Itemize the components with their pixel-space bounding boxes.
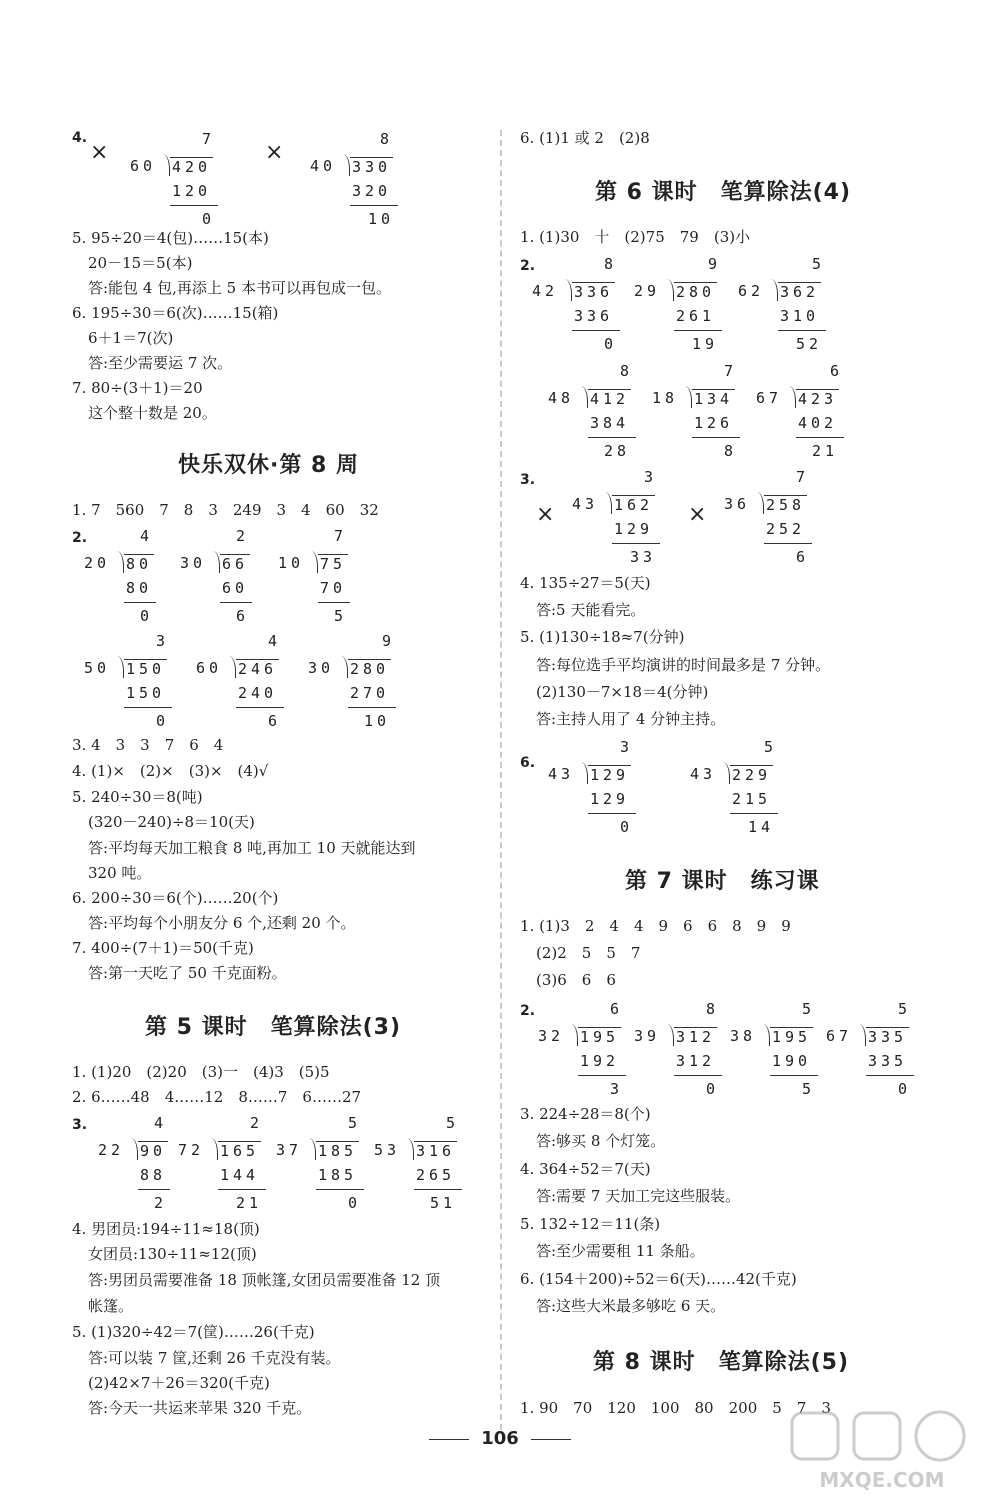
column-divider (500, 130, 502, 1430)
long-division (634, 255, 754, 353)
divisor: 39 (634, 1027, 661, 1045)
section-heading: 第 7 课时 练习课 (625, 869, 820, 894)
page-number: 106 (481, 1428, 519, 1449)
remainder: 0 (202, 210, 216, 228)
product: 252 (766, 520, 806, 538)
answer-line: 答:今天一共运来苹果 320 千克。 (88, 1399, 312, 1417)
divisor: 48 (548, 389, 575, 407)
remainder: 0 (620, 818, 634, 836)
product: 129 (614, 520, 654, 538)
answer-line: 3. 4 3 3 7 6 4 (72, 736, 224, 754)
remainder: 3 (610, 1080, 624, 1098)
question-label: 6. (520, 755, 536, 771)
dividend: 423 (798, 390, 838, 408)
divisor: 43 (690, 765, 717, 783)
divisor: 50 (84, 659, 111, 677)
divisor: 43 (548, 765, 575, 783)
answer-line: 这个整十数是 20。 (88, 404, 217, 422)
quotient: 2 (250, 1114, 264, 1132)
remainder: 6 (236, 607, 250, 625)
answer-line: 答:主持人用了 4 分钟主持。 (536, 710, 726, 728)
quotient: 3 (644, 468, 658, 486)
answer-line: 6＋1＝7(次) (88, 329, 174, 347)
remainder: 33 (630, 548, 657, 566)
long-division (572, 468, 692, 566)
dividend: 66 (222, 555, 249, 573)
answer-line: (320－240)÷8＝10(天) (88, 813, 255, 831)
answer-line: 6. (1)1 或 2 (2)8 (520, 129, 650, 147)
answer-line: 6. 200÷30＝6(个)……20(个) (72, 889, 279, 907)
product: 144 (220, 1166, 260, 1184)
wrong-mark: × (90, 140, 109, 165)
long-division (278, 527, 398, 625)
dividend: 246 (238, 660, 278, 678)
remainder: 2 (154, 1194, 168, 1212)
product: 310 (780, 307, 820, 325)
long-division (548, 362, 668, 460)
answer-line: (2)2 5 5 7 (536, 944, 641, 962)
remainder: 0 (604, 335, 618, 353)
long-division (84, 632, 204, 730)
quotient: 8 (604, 255, 618, 273)
product: 126 (694, 414, 734, 432)
answer-line: 答:至少需要租 11 条船。 (536, 1242, 705, 1260)
remainder: 0 (140, 607, 154, 625)
product: 402 (798, 414, 838, 432)
product: 129 (590, 790, 630, 808)
answer-line: (2)42×7＋26＝320(千克) (88, 1374, 270, 1392)
answer-line: 4. 男团员:194÷11≈18(顶) (72, 1220, 260, 1238)
quotient: 7 (202, 130, 216, 148)
dividend: 165 (220, 1142, 260, 1160)
quotient: 5 (446, 1114, 460, 1132)
answer-line: 5. 240÷30＝8(吨) (72, 788, 203, 806)
wrong-mark: × (265, 140, 284, 165)
divisor: 72 (178, 1141, 205, 1159)
divisor: 36 (724, 495, 751, 513)
remainder: 0 (348, 1194, 362, 1212)
answer-line: 答:需要 7 天加工完这些服装。 (536, 1187, 741, 1205)
section-heading: 第 6 课时 笔算除法(4) (595, 180, 852, 205)
answer-line: 答:能包 4 包,再添上 5 本书可以再包成一包。 (88, 279, 391, 297)
question-label: 2. (72, 530, 88, 546)
answer-line: 答:每位选手平均演讲的时间最多是 7 分钟。 (536, 656, 831, 674)
dividend: 129 (590, 766, 630, 784)
question-label: 2. (520, 258, 536, 274)
remainder: 10 (364, 712, 391, 730)
divisor: 60 (196, 659, 223, 677)
footer-dash (429, 1439, 469, 1440)
divisor: 67 (756, 389, 783, 407)
long-division (826, 1000, 946, 1098)
answer-line: 20－15＝5(本) (88, 254, 193, 272)
long-division (130, 130, 250, 228)
question-label: 2. (520, 1003, 536, 1019)
section-heading: 第 8 课时 笔算除法(5) (593, 1350, 850, 1375)
long-division (308, 632, 428, 730)
divisor: 62 (738, 282, 765, 300)
remainder: 6 (796, 548, 810, 566)
answer-line: 3. 224÷28＝8(个) (520, 1105, 651, 1123)
answer-line: 5. 95÷20＝4(包)……15(本) (72, 229, 269, 247)
answer-line: 5. 132÷12＝11(条) (520, 1215, 661, 1233)
answer-line: 7. 80÷(3＋1)＝20 (72, 379, 203, 397)
product: 215 (732, 790, 772, 808)
product: 384 (590, 414, 630, 432)
quotient: 2 (236, 527, 250, 545)
divisor: 18 (652, 389, 679, 407)
quotient: 5 (812, 255, 826, 273)
question-label: 3. (72, 1117, 88, 1133)
product: 185 (318, 1166, 358, 1184)
remainder: 28 (604, 442, 631, 460)
section-heading: 快乐双休·第 8 周 (178, 453, 359, 478)
answer-line: 答:这些大米最多够吃 6 天。 (536, 1297, 726, 1315)
quotient: 6 (830, 362, 844, 380)
dividend: 412 (590, 390, 630, 408)
dividend: 229 (732, 766, 772, 784)
long-division (756, 362, 876, 460)
product: 190 (772, 1052, 812, 1070)
remainder: 51 (430, 1194, 457, 1212)
quotient: 9 (708, 255, 722, 273)
divisor: 53 (374, 1141, 401, 1159)
quotient: 7 (724, 362, 738, 380)
answer-line: 1. (1)3 2 4 4 9 6 6 8 9 9 (520, 917, 791, 935)
divisor: 43 (572, 495, 599, 513)
remainder: 0 (706, 1080, 720, 1098)
divisor: 32 (538, 1027, 565, 1045)
product: 80 (126, 579, 153, 597)
answer-line: 答:至少需要运 7 次。 (88, 354, 233, 372)
divisor: 67 (826, 1027, 853, 1045)
dividend: 362 (780, 283, 820, 301)
divisor: 60 (130, 157, 157, 175)
divisor: 42 (532, 282, 559, 300)
divisor: 30 (308, 659, 335, 677)
product: 335 (868, 1052, 908, 1070)
answer-line: (3)6 6 6 (536, 971, 616, 989)
dividend: 162 (614, 496, 654, 514)
answer-line: 1. 7 560 7 8 3 249 3 4 60 32 (72, 501, 379, 519)
long-division (548, 738, 668, 836)
dividend: 316 (416, 1142, 456, 1160)
divisor: 38 (730, 1027, 757, 1045)
long-division (196, 632, 316, 730)
product: 88 (140, 1166, 167, 1184)
watermark-text: MXQE.COM (819, 1468, 945, 1492)
remainder: 0 (898, 1080, 912, 1098)
product: 320 (352, 182, 392, 200)
answer-line: 2. 6……48 4……12 8……7 6……27 (72, 1088, 362, 1106)
divisor: 37 (276, 1141, 303, 1159)
dividend: 312 (676, 1028, 716, 1046)
divisor: 22 (98, 1141, 125, 1159)
quotient: 8 (620, 362, 634, 380)
dividend: 335 (868, 1028, 908, 1046)
long-division (690, 738, 810, 836)
remainder: 10 (368, 210, 395, 228)
product: 270 (350, 684, 390, 702)
remainder: 6 (268, 712, 282, 730)
footer-dash (531, 1439, 571, 1440)
divisor: 10 (278, 554, 305, 572)
question-label: 3. (520, 472, 536, 488)
product: 312 (676, 1052, 716, 1070)
remainder: 21 (812, 442, 839, 460)
quotient: 4 (268, 632, 282, 650)
wrong-mark: × (688, 502, 707, 527)
long-division (738, 255, 858, 353)
quotient: 3 (156, 632, 170, 650)
product: 240 (238, 684, 278, 702)
divisor: 29 (634, 282, 661, 300)
answer-line: 答:够买 8 个灯笼。 (536, 1132, 666, 1150)
dividend: 75 (320, 555, 347, 573)
watermark-logo (772, 1405, 992, 1495)
answer-line: 4. (1)× (2)× (3)× (4)√ (72, 762, 269, 780)
quotient: 5 (802, 1000, 816, 1018)
dividend: 280 (676, 283, 716, 301)
product: 192 (580, 1052, 620, 1070)
answer-line: 答:可以装 7 筐,还剩 26 千克没有装。 (88, 1349, 341, 1367)
answer-line: 7. 400÷(7＋1)＝50(千克) (72, 939, 254, 957)
answer-line: 帐篷。 (88, 1297, 134, 1315)
remainder: 5 (802, 1080, 816, 1098)
quotient: 7 (334, 527, 348, 545)
quotient: 6 (610, 1000, 624, 1018)
dividend: 336 (574, 283, 614, 301)
answer-line: 1. 90 70 120 100 80 200 5 7 3 (520, 1399, 831, 1417)
answer-line: 6. 195÷30＝6(次)……15(箱) (72, 304, 279, 322)
answer-line: 5. (1)130÷18≈7(分钟) (520, 628, 685, 646)
answer-line: 5. (1)320÷42＝7(筐)……26(千克) (72, 1323, 315, 1341)
answer-line: 1. (1)20 (2)20 (3)一 (4)3 (5)5 (72, 1063, 330, 1081)
product: 60 (222, 579, 249, 597)
quotient: 7 (796, 468, 810, 486)
quotient: 9 (382, 632, 396, 650)
product: 120 (172, 182, 212, 200)
answer-line: 320 吨。 (88, 864, 152, 882)
remainder: 21 (236, 1194, 263, 1212)
long-division (374, 1114, 494, 1212)
answer-line: 4. 364÷52＝7(天) (520, 1160, 651, 1178)
quotient: 8 (706, 1000, 720, 1018)
product: 336 (574, 307, 614, 325)
answer-line: 6. (154＋200)÷52＝6(天)……42(千克) (520, 1270, 797, 1288)
dividend: 134 (694, 390, 734, 408)
product: 261 (676, 307, 716, 325)
wrong-mark: × (536, 502, 555, 527)
answer-line: 4. 135÷27＝5(天) (520, 574, 651, 592)
question-label: 4. (72, 130, 88, 146)
remainder: 52 (796, 335, 823, 353)
quotient: 4 (140, 527, 154, 545)
dividend: 185 (318, 1142, 358, 1160)
answer-line: (2)130－7×18＝4(分钟) (536, 683, 709, 701)
answer-line: 1. (1)30 十 (2)75 79 (3)小 (520, 228, 751, 246)
answer-line: 答:平均每天加工粮食 8 吨,再加工 10 天就能达到 (88, 839, 416, 857)
quotient: 5 (764, 738, 778, 756)
long-division (652, 362, 772, 460)
divisor: 30 (180, 554, 207, 572)
answer-line: 答:男团员需要准备 18 顶帐篷,女团员需要准备 12 顶 (88, 1271, 441, 1289)
remainder: 5 (334, 607, 348, 625)
dividend: 280 (350, 660, 390, 678)
dividend: 420 (172, 158, 212, 176)
dividend: 90 (140, 1142, 167, 1160)
product: 70 (320, 579, 347, 597)
quotient: 3 (620, 738, 634, 756)
divisor: 40 (310, 157, 337, 175)
long-division (310, 130, 430, 228)
answer-line: 答:第一天吃了 50 千克面粉。 (88, 964, 287, 982)
dividend: 258 (766, 496, 806, 514)
product: 265 (416, 1166, 456, 1184)
remainder: 0 (156, 712, 170, 730)
section-heading: 第 5 课时 笔算除法(3) (145, 1015, 402, 1040)
dividend: 195 (580, 1028, 620, 1046)
dividend: 330 (352, 158, 392, 176)
answer-line: 答:5 天能看完。 (536, 601, 646, 619)
answer-line: 女团员:130÷11≈12(顶) (88, 1245, 257, 1263)
quotient: 4 (154, 1114, 168, 1132)
quotient: 8 (380, 130, 394, 148)
remainder: 14 (748, 818, 775, 836)
quotient: 5 (898, 1000, 912, 1018)
answer-line: 答:平均每个小朋友分 6 个,还剩 20 个。 (88, 914, 356, 932)
dividend: 150 (126, 660, 166, 678)
dividend: 80 (126, 555, 153, 573)
long-division (724, 468, 844, 566)
product: 150 (126, 684, 166, 702)
divisor: 20 (84, 554, 111, 572)
remainder: 19 (692, 335, 719, 353)
dividend: 195 (772, 1028, 812, 1046)
quotient: 5 (348, 1114, 362, 1132)
remainder: 8 (724, 442, 738, 460)
